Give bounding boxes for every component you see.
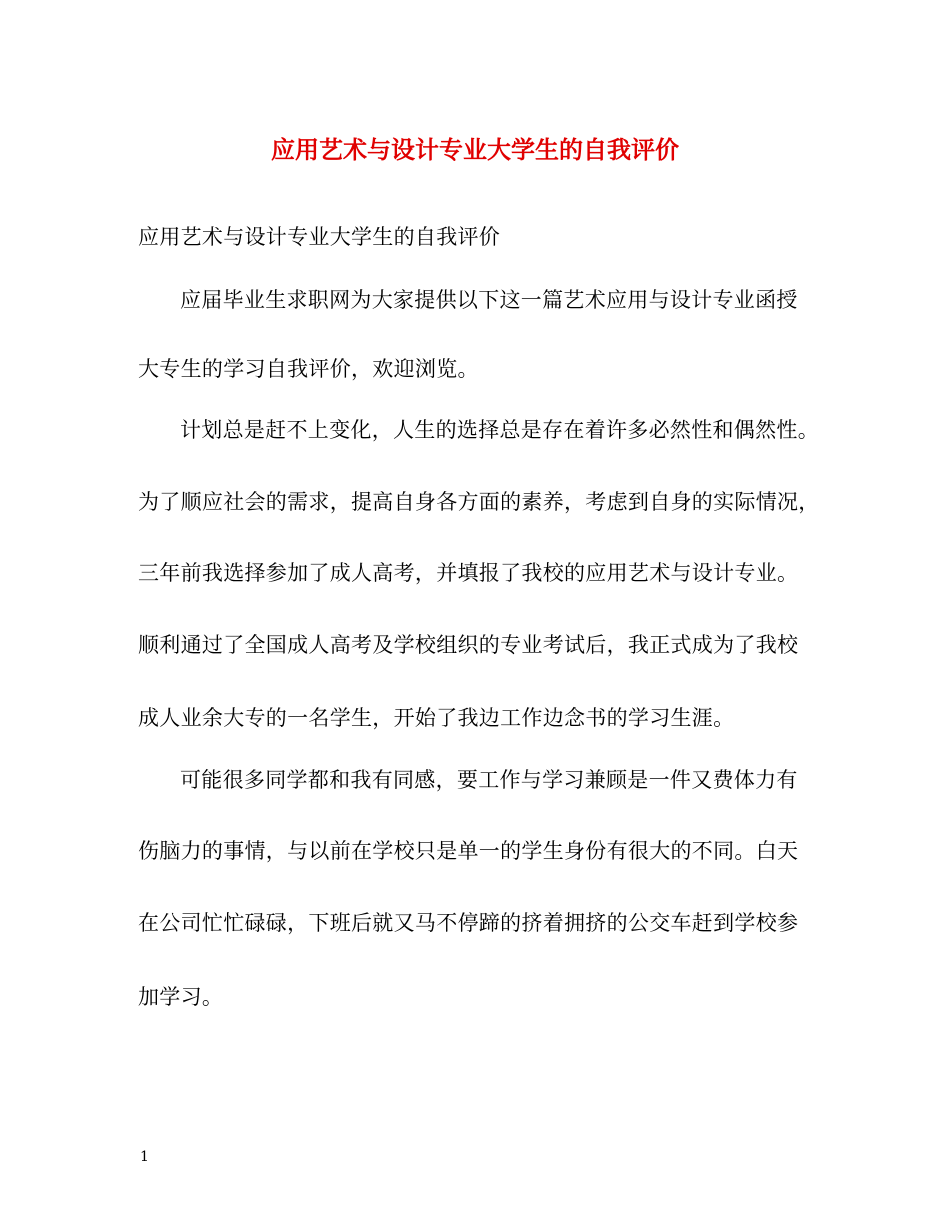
page-number: 1 bbox=[140, 1149, 149, 1165]
subtitle-line: 应用艺术与设计专业大学生的自我评价 bbox=[138, 225, 501, 249]
paragraph-line: 应届毕业生求职网为大家提供以下这一篇艺术应用与设计专业函授 bbox=[180, 288, 798, 312]
paragraph-line: 成人业余大专的一名学生，开始了我边工作边念书的学习生涯。 bbox=[138, 706, 735, 730]
paragraph-line: 在公司忙忙碌碌，下班后就又马不停蹄的挤着拥挤的公交车赶到学校参 bbox=[138, 911, 799, 935]
paragraph-line: 为了顺应社会的需求，提高自身各方面的素养，考虑到自身的实际情况， bbox=[138, 490, 820, 514]
paragraph-line: 加学习。 bbox=[138, 985, 224, 1009]
paragraph-line: 顺利通过了全国成人高考及学校组织的专业考试后，我正式成为了我校 bbox=[138, 633, 799, 657]
paragraph-line: 可能很多同学都和我有同感，要工作与学习兼顾是一件又费体力有 bbox=[180, 768, 798, 792]
paragraph-line: 大专生的学习自我评价，欢迎浏览。 bbox=[138, 357, 479, 381]
paragraph-line: 三年前我选择参加了成人高考，并填报了我校的应用艺术与设计专业。 bbox=[138, 561, 799, 585]
document-title: 应用艺术与设计专业大学生的自我评价 bbox=[271, 135, 679, 164]
paragraph-line: 伤脑力的事情，与以前在学校只是单一的学生身份有很大的不同。白天 bbox=[138, 839, 799, 863]
paragraph-line: 计划总是赶不上变化，人生的选择总是存在着许多必然性和偶然性。 bbox=[180, 418, 819, 442]
